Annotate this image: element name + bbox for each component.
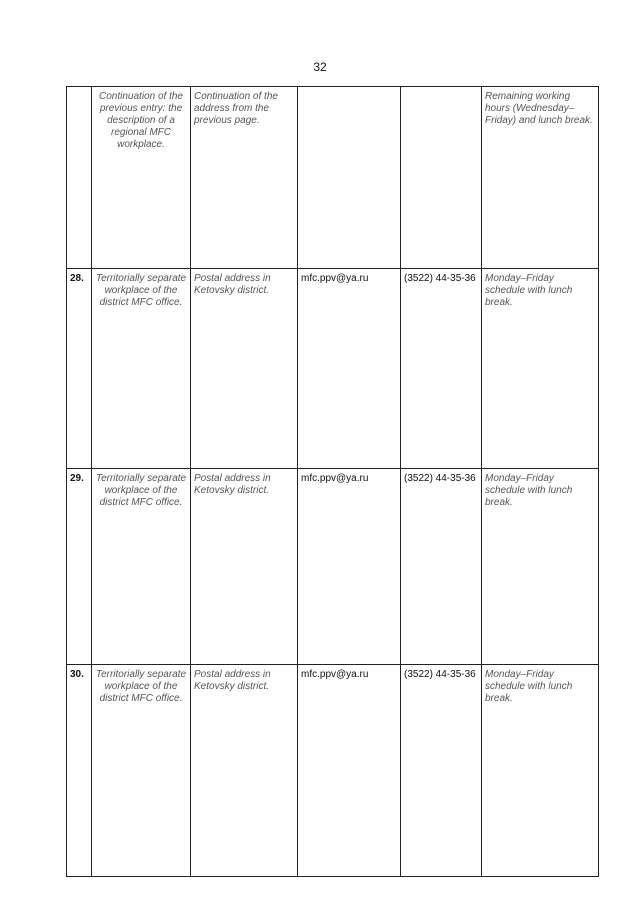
office-address: Postal address in Ketovsky district.	[191, 469, 298, 665]
office-email	[298, 87, 401, 269]
registry-table	[66, 86, 599, 877]
table-row	[67, 87, 599, 269]
office-name: Continuation of the previous entry: the description of a regional MFC workplace.	[92, 87, 191, 269]
row-number: 29.	[67, 469, 92, 665]
office-phone: (3522) 44-35-36	[401, 469, 482, 665]
office-hours: Monday–Friday schedule with lunch break.	[482, 469, 599, 665]
table-row	[67, 665, 599, 877]
office-email: mfc.ppv@ya.ru	[298, 469, 401, 665]
row-number: 28.	[67, 269, 92, 469]
office-phone: (3522) 44-35-36	[401, 269, 482, 469]
office-name: Territorially separate workplace of the district MFC office.	[92, 269, 191, 469]
office-name: Territorially separate workplace of the district MFC office.	[92, 665, 191, 877]
office-hours: Remaining working hours (Wednesday–Friday) and lunch break.	[482, 87, 599, 269]
office-hours: Monday–Friday schedule with lunch break.	[482, 665, 599, 877]
office-phone: (3522) 44-35-36	[401, 665, 482, 877]
table-row	[67, 269, 599, 469]
office-address: Postal address in Ketovsky district.	[191, 665, 298, 877]
row-number: 30.	[67, 665, 92, 877]
row-number	[67, 87, 92, 269]
office-phone	[401, 87, 482, 269]
office-hours: Monday–Friday schedule with lunch break.	[482, 269, 599, 469]
table-row	[67, 469, 599, 665]
office-email: mfc.ppv@ya.ru	[298, 269, 401, 469]
page-number: 32	[313, 60, 327, 74]
office-address: Postal address in Ketovsky district.	[191, 269, 298, 469]
office-address: Continuation of the address from the previous page.	[191, 87, 298, 269]
office-email: mfc.ppv@ya.ru	[298, 665, 401, 877]
office-name: Territorially separate workplace of the district MFC office.	[92, 469, 191, 665]
